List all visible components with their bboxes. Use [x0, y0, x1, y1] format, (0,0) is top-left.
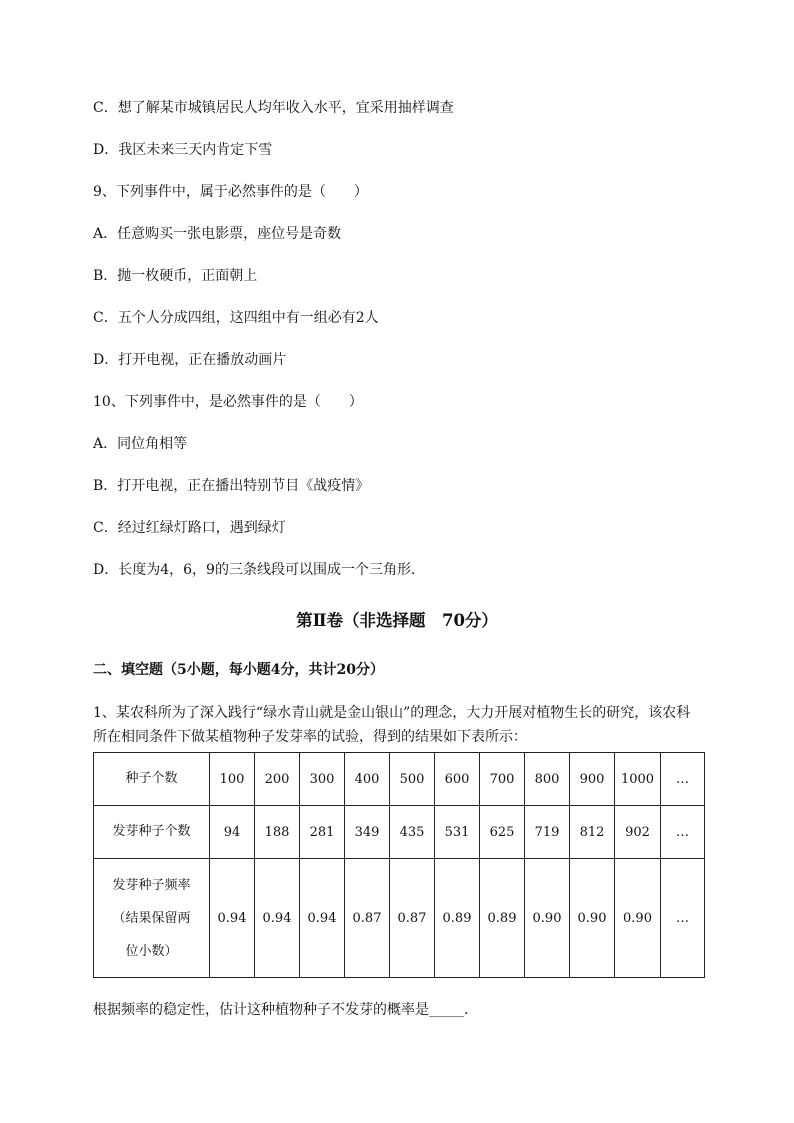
- seed-germination-table: [93, 752, 705, 978]
- table-cell: 1000: [615, 753, 661, 806]
- table-cell: 300: [300, 753, 345, 806]
- table-row: [94, 753, 705, 806]
- option-a-q9: A．任意购买一张电影票，座位号是奇数: [93, 226, 342, 242]
- option-d-q10: D．长度为4，6，9的三条线段可以围成一个三角形．: [93, 562, 425, 578]
- question-9: 9、下列事件中，属于必然事件的是（ ）: [93, 184, 368, 200]
- table-cell: 0.94: [210, 859, 255, 978]
- row-header-germination-rate: [94, 859, 210, 978]
- table-cell: 900: [570, 753, 615, 806]
- table-cell: 812: [570, 806, 615, 859]
- table-cell: 625: [480, 806, 525, 859]
- option-d-q8: D．我区未来三天内肯定下雪: [93, 142, 273, 158]
- table-cell: 0.90: [525, 859, 570, 978]
- table-cell: 0.89: [480, 859, 525, 978]
- table-cell: 0.89: [435, 859, 480, 978]
- table-cell: 500: [390, 753, 435, 806]
- row-header-seed-count: 种子个数: [94, 753, 210, 806]
- table-cell: 531: [435, 806, 480, 859]
- table-row: [94, 806, 705, 859]
- table-cell: 188: [255, 806, 300, 859]
- table-cell: 600: [435, 753, 480, 806]
- problem-1-text-line2: 所在相同条件下做某植物种子发芽率的试验，得到的结果如下表所示：: [93, 729, 527, 745]
- table-cell: …: [661, 753, 705, 806]
- table-cell: 435: [390, 806, 435, 859]
- table-cell: 400: [345, 753, 390, 806]
- table-cell: 100: [210, 753, 255, 806]
- table-cell: 0.90: [570, 859, 615, 978]
- table-cell: 0.90: [615, 859, 661, 978]
- option-c-q9: C．五个人分成四组，这四组中有一组必有2人: [93, 310, 379, 326]
- row-header-line: 位小数）: [125, 943, 178, 959]
- table-cell: 0.87: [345, 859, 390, 978]
- table-cell: 0.87: [390, 859, 435, 978]
- table-row: [94, 859, 705, 978]
- row-header-line: （结果保留两: [112, 910, 191, 926]
- table-cell: 700: [480, 753, 525, 806]
- table-cell: 200: [255, 753, 300, 806]
- option-b-q9: B．抛一枚硬币，正面朝上: [93, 268, 258, 284]
- option-d-q9: D．打开电视，正在播放动画片: [93, 352, 287, 368]
- problem-1-text-line1: 1、某农科所为了深入践行“绿水青山就是金山银山”的理念，大力开展对植物生长的研究，该农科: [93, 705, 691, 721]
- problem-1-question: 根据频率的稳定性，估计这种植物种子不发芽的概率是_____.: [93, 1002, 469, 1018]
- option-c-q10: C．经过红绿灯路口，遇到绿灯: [93, 520, 286, 536]
- table-cell: 94: [210, 806, 255, 859]
- option-b-q10: B．打开电视，正在播出特别节目《战疫情》: [93, 478, 370, 494]
- table-cell: 902: [615, 806, 661, 859]
- row-header-line: 发芽种子频率: [112, 877, 191, 893]
- section-title: 第Ⅱ卷（非选择题 70分）: [296, 611, 498, 630]
- option-c-q8: C．想了解某市城镇居民人均年收入水平，宜采用抽样调查: [93, 100, 454, 116]
- table-cell: …: [661, 859, 705, 978]
- option-a-q10: A．同位角相等: [93, 436, 188, 452]
- table-cell: …: [661, 806, 705, 859]
- table-cell: 0.94: [300, 859, 345, 978]
- table-cell: 719: [525, 806, 570, 859]
- table-cell: 349: [345, 806, 390, 859]
- table-cell: 281: [300, 806, 345, 859]
- table-cell: 0.94: [255, 859, 300, 978]
- part-heading: 二、填空题（5小题，每小题4分，共计20分）: [93, 662, 384, 678]
- table-cell: 800: [525, 753, 570, 806]
- row-header-germinated-count: 发芽种子个数: [94, 806, 210, 859]
- question-10: 10、下列事件中，是必然事件的是（ ）: [93, 394, 363, 410]
